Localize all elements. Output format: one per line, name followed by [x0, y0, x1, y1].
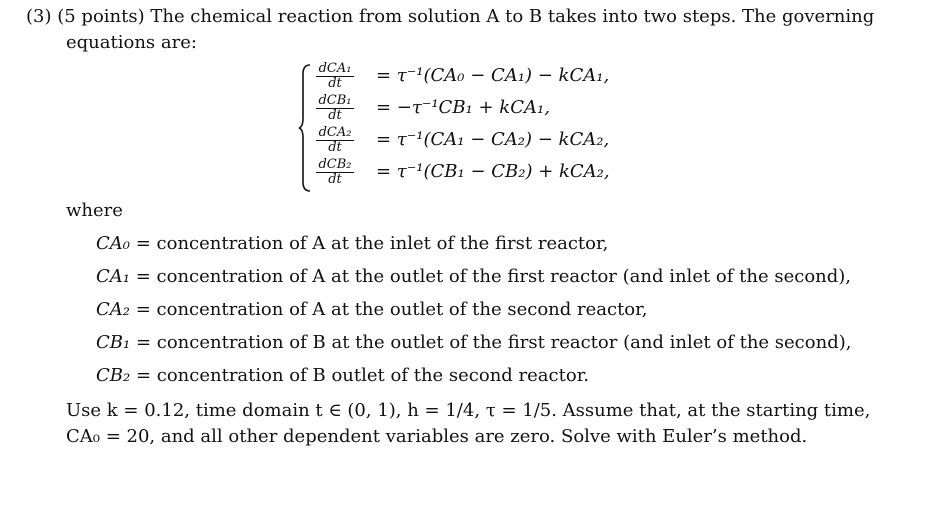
fraction-denominator: dt: [328, 76, 342, 91]
fraction-numerator: dCA₁: [318, 61, 352, 76]
fraction-denominator: dt: [328, 140, 342, 155]
instructions-line-2: CA₀ = 20, and all other dependent variables are zero. Solve with Euler’s method.: [66, 426, 808, 447]
where-label: where: [66, 200, 123, 221]
problem-intro-line-2: equations are:: [66, 32, 197, 53]
problem-intro-line-1: (3) (5 points) The chemical reaction from solution A to B takes into two steps. The governing: [26, 6, 875, 27]
equation-rhs: = τ⁻¹(CA₀ − CA₁) − kCA₁,: [376, 65, 610, 86]
fraction-numerator: dCB₂: [318, 157, 352, 172]
equation-row: [314, 62, 654, 92]
equation-system: [298, 62, 658, 194]
fraction-denominator: dt: [328, 172, 342, 187]
definition-row: [96, 363, 589, 389]
equation-rhs: = τ⁻¹(CA₁ − CA₂) − kCA₂,: [376, 129, 610, 150]
fraction-denominator: dt: [328, 108, 342, 123]
derivative-fraction: [314, 158, 356, 186]
equation-row: [314, 126, 654, 156]
derivative-fraction: [314, 62, 356, 90]
derivative-fraction: [314, 94, 356, 122]
fraction-numerator: dCA₂: [318, 125, 352, 140]
definition-symbol: CA₁: [96, 266, 130, 287]
equation-rhs: = τ⁻¹(CB₁ − CB₂) + kCA₂,: [376, 161, 610, 182]
equation-row: [314, 158, 654, 188]
derivative-fraction: [314, 126, 356, 154]
definition-text: = concentration of A at the outlet of the first reactor (and inlet of the second),: [130, 266, 852, 287]
left-brace-icon: [298, 64, 312, 192]
equation-row: [314, 94, 654, 124]
definition-row: [96, 231, 608, 257]
definition-text: = concentration of B at the outlet of the first reactor (and inlet of the second),: [130, 332, 852, 353]
definition-symbol: CA₂: [96, 299, 130, 320]
definition-symbol: CA₀: [96, 233, 130, 254]
definition-row: [96, 264, 851, 290]
definition-row: [96, 330, 851, 356]
definition-text: = concentration of B outlet of the second reactor.: [130, 365, 590, 386]
instructions-line-1: Use k = 0.12, time domain t ∈ (0, 1), h = 1/4, τ = 1/5. Assume that, at the starting time,: [66, 400, 871, 421]
definition-symbol: CB₁: [96, 332, 131, 353]
fraction-numerator: dCB₁: [318, 93, 352, 108]
equation-rhs: = −τ⁻¹CB₁ + kCA₁,: [376, 97, 550, 118]
definition-row: [96, 297, 647, 323]
definition-text: = concentration of A at the outlet of the second reactor,: [130, 299, 648, 320]
definition-symbol: CB₂: [96, 365, 131, 386]
definition-text: = concentration of A at the inlet of the first reactor,: [130, 233, 609, 254]
